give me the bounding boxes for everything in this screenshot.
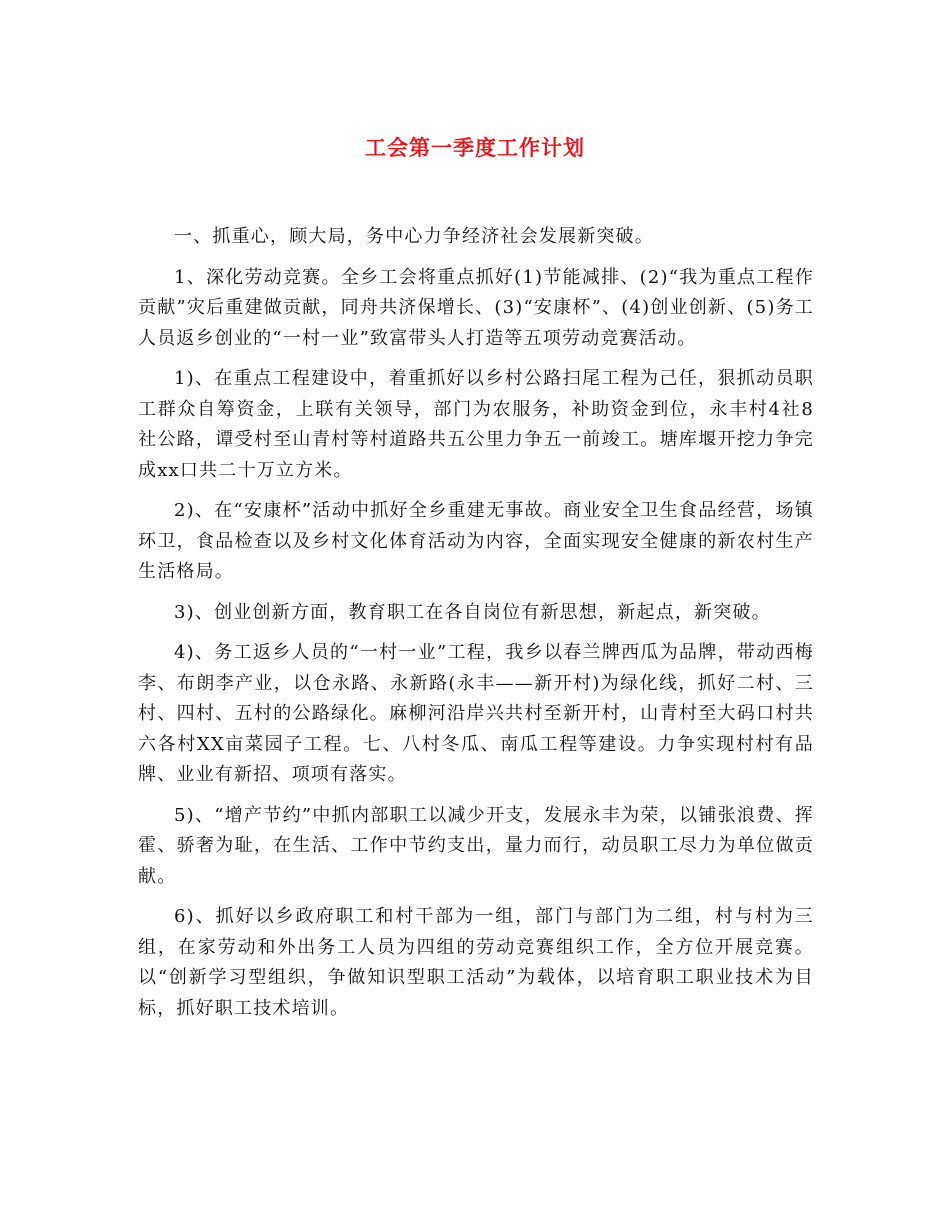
document-body	[138, 222, 814, 1034]
paragraph: 3)、创业创新方面，教育职工在各自岗位有新思想，新起点，新突破。	[174, 601, 771, 623]
paragraph: 1)、在重点工程建设中，着重抓好以乡村公路扫尾工程为己任，狠抓动员职工群众自筹资金，上联有关领导，部门为农服务，补助资金到位，永丰村4社8社公路，谭受村至山青村等村道路共五公里力争五一前竣工。塘库堰开挖力争完成xx口共二十万立方米。	[138, 368, 814, 481]
paragraph: 2)、在“安康杯”活动中抓好全乡重建无事故。商业安全卫生食品经营，场镇环卫，食品检查以及乡村文化体育活动为内容，全面实现安全健康的新农村生产生活格局。	[138, 500, 814, 582]
paragraph: 一、抓重心，顾大局，务中心力争经济社会发展新突破。	[174, 226, 654, 247]
paragraph: 6)、抓好以乡政府职工和村干部为一组，部门与部门为二组，村与村为三组，在家劳动和外出务工人员为四组的劳动竞赛组织工作，全方位开展竞赛。以“创新学习型组织，争做知识型职工活动”为载体，以培育职工职业技术为目标，抓好职工技术培训。	[138, 906, 814, 1019]
paragraph: 4)、务工返乡人员的“一村一业”工程，我乡以春兰牌西瓜为品牌，带动西梅李、布朗李产业，以仓永路、永新路(永丰——新开村)为绿化线，抓好二村、三村、四村、五村的公路绿化。麻柳河沿岸兴共村至新开村，山青村至大码口村共六各村XX亩菜园子工程。七、八村冬瓜、南瓜工程等建设。力争实现村村有品牌、业业有新招、项项有落实。	[138, 642, 814, 785]
document-title: 工会第一季度工作计划	[365, 135, 585, 160]
paragraph: 1、深化劳动竞赛。全乡工会将重点抓好(1)节能减排、(2)“我为重点工程作贡献”灾后重建做贡献，同舟共济保增长、(3)“安康杯”、(4)创业创新、(5)务工人员返乡创业的“一村一业”致富带头人打造等五项劳动竞赛活动。	[138, 266, 814, 349]
paragraph: 5)、“增产节约”中抓内部职工以减少开支，发展永丰为荣，以铺张浪费、挥霍、骄奢为耻，在生活、工作中节约支出，量力而行，动员职工尽力为单位做贡献。	[138, 804, 814, 887]
